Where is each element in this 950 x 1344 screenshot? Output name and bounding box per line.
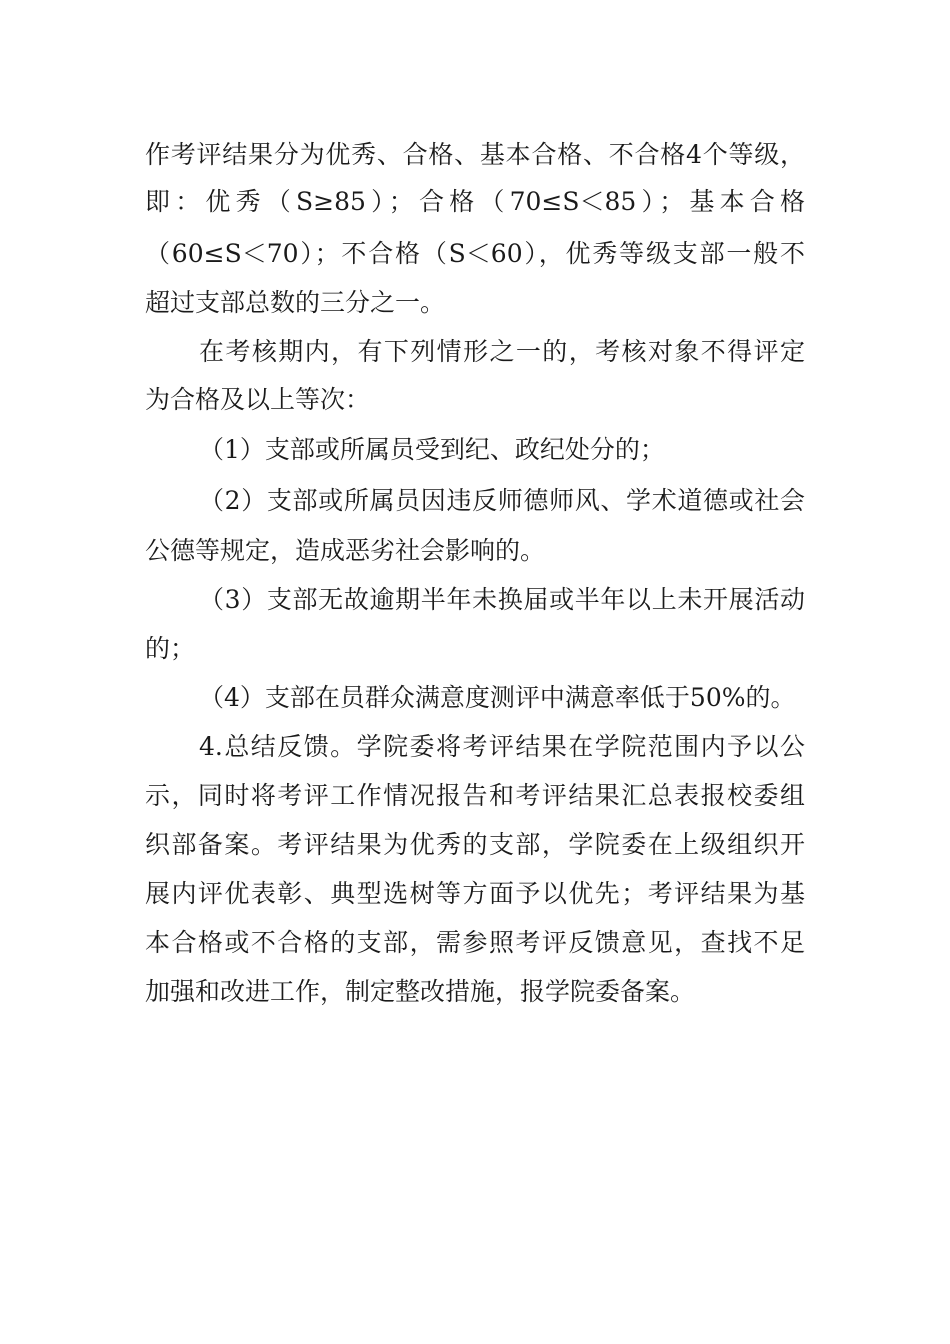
- text-line: 即：优秀（S≥85）；合格（70≤S＜85）；基本合格: [145, 187, 805, 216]
- list-item-3: （3）支部无故逾期半年未换届或半年以上未开展活动: [199, 585, 805, 614]
- text-line: 超过支部总数的三分之一。: [145, 288, 446, 317]
- text-line: 公德等规定，造成恶劣社会影响的。: [145, 536, 546, 565]
- text-line: 示，同时将考评工作情况报告和考评结果汇总表报校委组: [145, 781, 805, 810]
- text-line: 展内评优表彰、典型选树等方面予以优先；考评结果为基: [145, 879, 805, 908]
- text-line: 为合格及以上等次：: [145, 385, 371, 414]
- list-item-2: （2）支部或所属员因违反师德师风、学术道德或社会: [199, 486, 805, 515]
- text-line: 作考评结果分为优秀、合格、基本合格、不合格4个等级，: [145, 140, 805, 169]
- text-line: 织部备案。考评结果为优秀的支部，学院委在上级组织开: [145, 830, 805, 859]
- paragraph-start-line: 4.总结反馈。学院委将考评结果在学院范围内予以公: [199, 732, 805, 761]
- text-line: （60≤S＜70）；不合格（S＜60），优秀等级支部一般不: [145, 239, 805, 268]
- paragraph-start-line: 在考核期内，有下列情形之一的，考核对象不得评定: [199, 337, 805, 366]
- list-item-1: （1）支部或所属员受到纪、政纪处分的；: [199, 435, 665, 464]
- list-item-4: （4）支部在员群众满意度测评中满意率低于50%的。: [199, 683, 796, 712]
- text-line: 的；: [145, 634, 196, 663]
- text-line: 本合格或不合格的支部，需参照考评反馈意见，查找不足: [145, 928, 805, 957]
- text-line: 加强和改进工作，制定整改措施，报学院委备案。: [145, 977, 696, 1006]
